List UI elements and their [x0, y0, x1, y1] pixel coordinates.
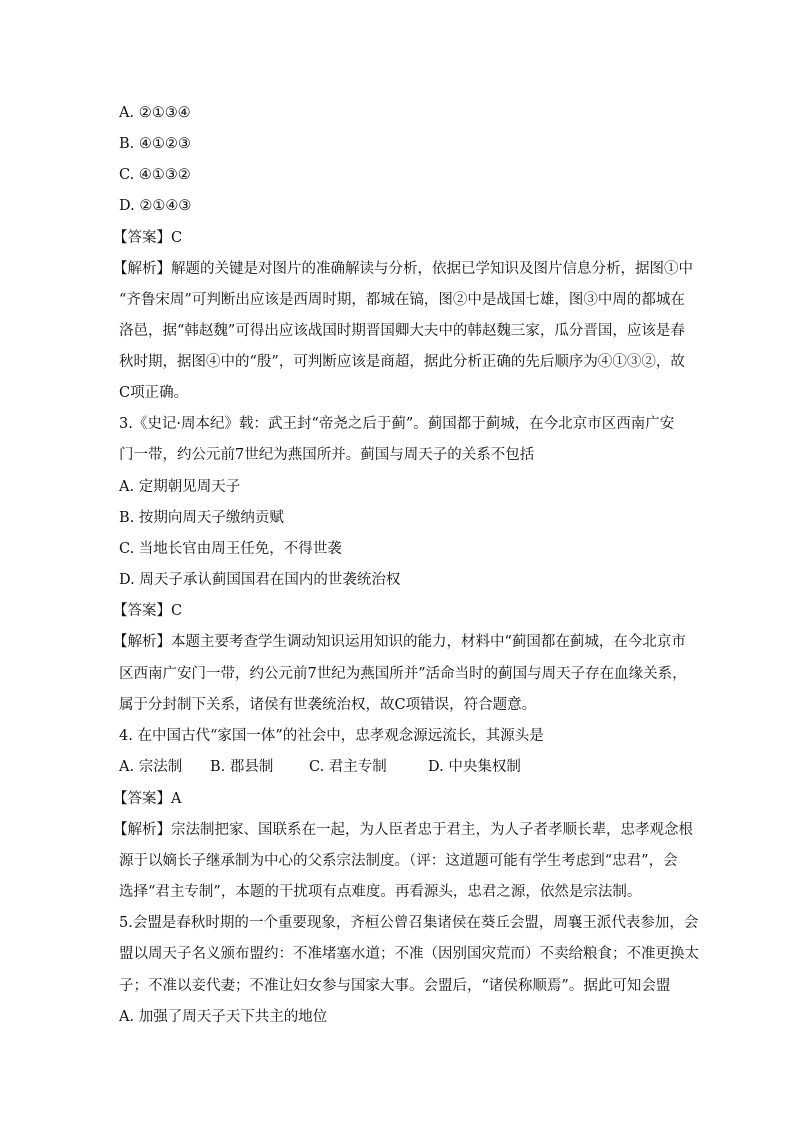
q4-stem: 4. 在中国古代“家国一体”的社会中，忠孝观念源远流长，其源头是: [119, 728, 544, 744]
q2-analysis-line: 秋时期，据图④中的“殷”，可判断应该是商超，据此分析正确的先后顺序为④①③②，故: [119, 354, 685, 370]
q3-analysis-line: 【解析】本题主要考查学生调动知识运用知识的能力，材料中“蓟国都在蓟城，在今北京市: [113, 634, 686, 650]
q4-analysis-line: 源于以嫡长子继承制为中心的父系宗法制度。（评：这道题可能有学生考虑到“忠君”，会: [119, 853, 678, 869]
q3-option-b: B. 按期向周天子缴纳贡赋: [119, 510, 284, 526]
q4-answer: 【答案】A: [113, 791, 182, 807]
q2-answer: 【答案】C: [113, 230, 183, 246]
q2-analysis-line: 【解析】解题的关键是对图片的准确解读与分析，依据已学知识及图片信息分析，据图①中: [113, 261, 693, 277]
q2-analysis-line: C项正确。: [119, 385, 189, 401]
q3-option-c: C. 当地长官由周王任免，不得世袭: [119, 541, 342, 557]
q4-option-c: C. 君主专制: [309, 759, 387, 775]
q3-option-a: A. 定期朝见周天子: [119, 479, 241, 495]
q3-option-d: D. 周天子承认蓟国国君在国内的世袭统治权: [119, 572, 401, 588]
q3-analysis-line: 属于分封制下关系，诸侯有世袭统治权，故C项错误，符合题意。: [119, 697, 537, 713]
q2-option-c: C. ④①③②: [119, 167, 191, 183]
q3-stem-line: 门一带，约公元前7世纪为燕国所并。蓟国与周天子的关系不包括: [119, 447, 535, 463]
q2-option-d: D. ②①④③: [119, 198, 192, 214]
q3-answer: 【答案】C: [113, 603, 183, 619]
q3-stem-line: 3.《史记·周本纪》载：武王封“帝尧之后于蓟”。蓟国都于蓟城，在今北京市区西南广安: [119, 416, 675, 432]
q4-analysis-line: 选择“君主专制”，本题的干扰项有点难度。再看源头，忠君之源，依然是宗法制。: [119, 884, 642, 900]
q4-analysis-line: 【解析】宗法制把家、国联系在一起，为人臣者忠于君主，为人子者孝顺长辈，忠孝观念根: [113, 822, 693, 838]
q4-option-d: D. 中央集权制: [428, 759, 521, 775]
q2-option-a: A. ②①③④: [119, 105, 191, 121]
q2-analysis-line: “齐鲁宋周”可判断出应该是西周时期，都城在镐，图②中是战国七雄，图③中周的都城在: [119, 292, 685, 308]
q2-option-b: B. ④①②③: [119, 136, 191, 152]
q4-option-a: A. 宗法制: [119, 759, 183, 775]
q3-analysis-line: 区西南广安门一带，约公元前7世纪为燕国所并”活命当时的蓟国与周天子存在血缘关系，: [119, 666, 687, 682]
q5-stem-line: 盟以周天子名义颁布盟约：不准堵塞水道；不准（因别国灾荒而）不卖给粮食；不准更换太: [119, 946, 699, 962]
q4-option-b: B. 郡县制: [210, 759, 274, 775]
q2-analysis-line: 洛邑，据“韩赵魏”可得出应该战国时期晋国卿大夫中的韩赵魏三家，瓜分晋国，应该是春: [119, 323, 685, 339]
q5-option-a: A. 加强了周天子天下共主的地位: [119, 1009, 328, 1025]
q5-stem-line: 5.会盟是春秋时期的一个重要现象，齐桓公曾召集诸侯在葵丘会盟，周襄王派代表参加，会: [119, 915, 699, 931]
q5-stem-line: 子；不准以妾代妻；不准让妇女参与国家大事。会盟后，“诸侯称顺焉”。据此可知会盟: [119, 978, 671, 994]
